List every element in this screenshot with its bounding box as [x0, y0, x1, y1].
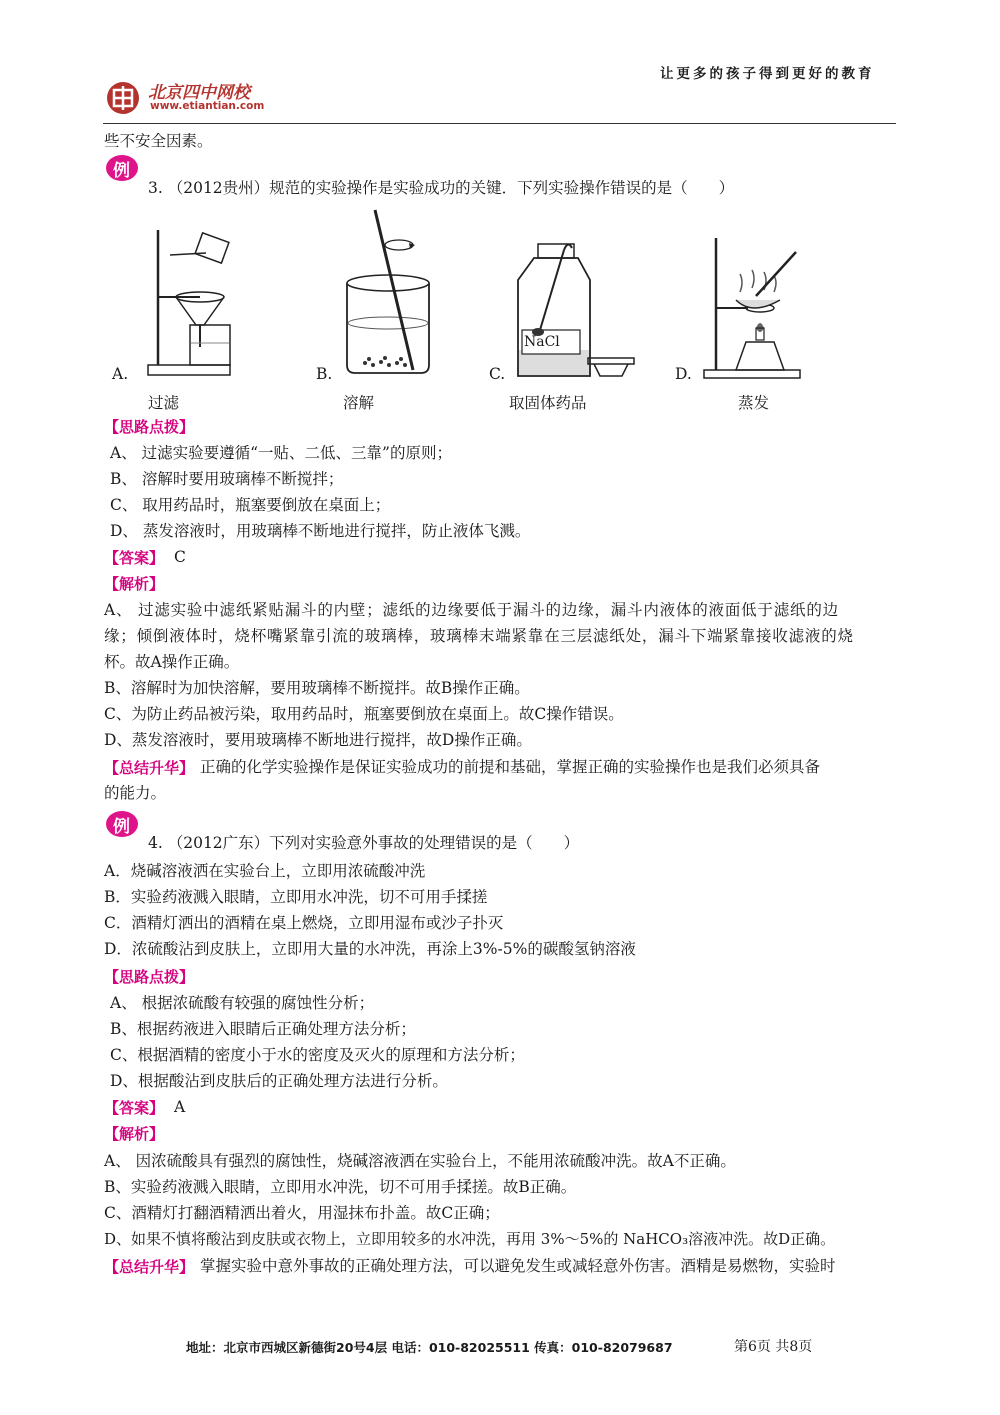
example-badge-3 [104, 154, 140, 182]
q3-summary: 正确的化学实验操作是保证实验成功的前提和基础，掌握正确的实验操作也是我们必须具备 [200, 758, 821, 776]
q3-hint-d: D、 蒸发溶液时，用玻璃棒不断地进行搅拌，防止液体飞溅。 [110, 522, 531, 540]
q3-analysis-line: 缘；倾倒液体时，烧杯嘴紧靠引流的玻璃棒，玻璃棒末端紧靠在三层滤纸处，漏斗下端紧靠接收滤液的烧 [104, 627, 854, 645]
logo-url: www.etiantian.com [150, 100, 265, 112]
q4-hint-tag: 【思路点拨】 [104, 968, 195, 986]
q3-hint-c: C、 取用药品时，瓶塞要倒放在桌面上； [110, 496, 391, 514]
footer-page-number: 第6页 共8页 [734, 1339, 813, 1355]
q4-hint-a: A、 根据浓硫酸有较强的腐蚀性分析； [110, 994, 375, 1012]
q3-summary-tag: 【总结升华】 [104, 759, 195, 777]
q3-hint-a: A、 过滤实验要遵循“一贴、二低、三靠”的原则； [110, 444, 452, 462]
q4-answer: A [174, 1098, 186, 1116]
q4-analysis-line: D、如果不慎将酸沾到皮肤或衣物上，立即用较多的水冲洗，再用 3%～5%的 NaHCO₃溶液冲洗。故D正确。 [104, 1230, 836, 1248]
school-logo [104, 80, 304, 116]
option-c-caption: 取固体药品 [509, 394, 587, 412]
q4-option-b: B．实验药液溅入眼睛，立即用水冲洗，切不可用手揉搓 [104, 888, 488, 906]
intro-line: 些不安全因素。 [104, 132, 213, 150]
nacl-label: NaCl [524, 334, 560, 350]
q4-analysis-line: A、 因浓硫酸具有强烈的腐蚀性，烧碱溶液洒在实验台上，不能用浓硫酸冲洗。故A不正确。 [104, 1152, 736, 1170]
q3-hint-b: B、 溶解时要用玻璃棒不断搅拌； [110, 470, 344, 488]
q3-hint-tag: 【思路点拨】 [104, 418, 195, 436]
q4-option-d: D．浓硫酸沾到皮肤上，立即用大量的水冲洗，再涂上3%-5%的碳酸氢钠溶液 [104, 940, 636, 958]
figure-filtration [140, 225, 240, 385]
q4-summary: 掌握实验中意外事故的正确处理方法，可以避免发生或减轻意外伤害。酒精是易燃物，实验时 [200, 1257, 836, 1275]
option-b-letter: B. [316, 365, 333, 383]
logo-name: 北京四中网校 [148, 83, 250, 103]
example-badge-label: 例 [113, 817, 130, 837]
option-b-caption: 溶解 [343, 394, 375, 412]
figure-evaporation [700, 232, 810, 382]
q4-analysis-line: C、酒精灯打翻酒精洒出着火，用湿抹布扑盖。故C正确； [104, 1204, 500, 1222]
option-a-letter: A. [112, 365, 129, 383]
option-c-letter: C. [489, 365, 506, 383]
q3-analysis-tag: 【解析】 [104, 575, 165, 593]
q3-analysis-line: D、蒸发溶液时，要用玻璃棒不断地进行搅拌，故D操作正确。 [104, 731, 532, 749]
figure-solid-reagent [510, 240, 640, 380]
header-rule [103, 123, 896, 124]
q3-analysis-line: A、 过滤实验中滤纸紧贴漏斗的内壁；滤纸的边缘要低于漏斗的边缘，漏斗内液体的液面低于滤纸的边 [104, 601, 839, 619]
q4-option-a: A．烧碱溶液洒在实验台上，立即用浓硫酸冲洗 [104, 862, 426, 880]
option-d-letter: D. [675, 365, 692, 383]
q3-analysis-line: C、为防止药品被污染，取用药品时，瓶塞要倒放在桌面上。故C操作错误。 [104, 705, 624, 723]
q4-summary-tag: 【总结升华】 [104, 1258, 195, 1276]
q3-answer: C [174, 548, 186, 566]
q4-analysis-tag: 【解析】 [104, 1125, 165, 1143]
q4-stem: 4. （2012广东）下列对实验意外事故的处理错误的是（ ） [148, 834, 580, 852]
example-badge-label: 例 [113, 161, 130, 181]
q3-analysis-line: B、溶解时为加快溶解，要用玻璃棒不断搅拌。故B操作正确。 [104, 679, 530, 697]
q3-stem: 3. （2012贵州）规范的实验操作是实验成功的关键．下列实验操作错误的是（ ） [148, 179, 735, 197]
footer-address: 地址：北京市西城区新德街20号4层 电话：010-82025511 传真：010-82079687 [186, 1340, 673, 1355]
q4-analysis-line: B、实验药液溅入眼睛，立即用水冲洗，切不可用手揉搓。故B正确。 [104, 1178, 577, 1196]
q4-answer-tag: 【答案】 [104, 1099, 165, 1117]
q4-hint-d: D、根据酸沾到皮肤后的正确处理方法进行分析。 [110, 1072, 448, 1090]
q4-hint-c: C、根据酒精的密度小于水的密度及灭火的原理和方法分析； [110, 1046, 525, 1064]
figure-dissolving [335, 205, 445, 380]
example-badge-4 [104, 810, 140, 838]
logo-emblem-icon [104, 80, 142, 116]
q3-summary-cont: 的能力。 [104, 784, 167, 802]
q4-option-c: C．酒精灯洒出的酒精在桌上燃烧，立即用湿布或沙子扑灭 [104, 914, 504, 932]
option-d-caption: 蒸发 [738, 394, 770, 412]
q3-analysis-line: 杯。故A操作正确。 [104, 653, 240, 671]
q3-answer-tag: 【答案】 [104, 549, 165, 567]
header-slogan: 让更多的孩子得到更好的教育 [660, 66, 875, 82]
q4-hint-b: B、根据药液进入眼睛后正确处理方法分析； [110, 1020, 416, 1038]
option-a-caption: 过滤 [148, 394, 180, 412]
